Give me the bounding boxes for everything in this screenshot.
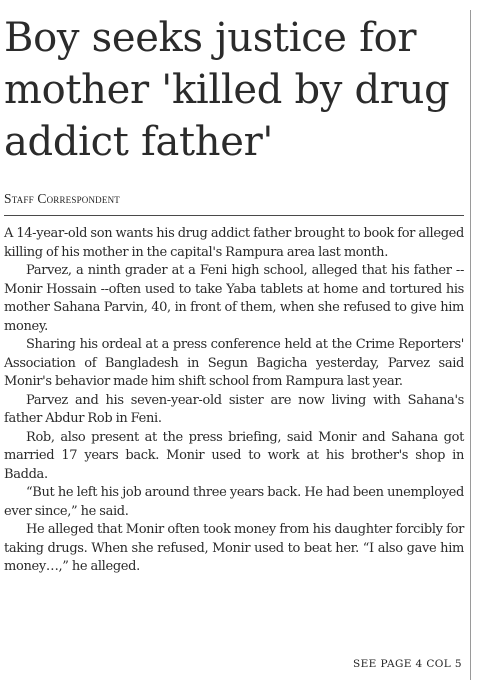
headline: Boy seeks justice for mother 'killed by drug addict father' [4, 15, 450, 165]
paragraph: A 14-year-old son wants his drug addict father brought to book for alleged killing of his mother in the capital's Rampura area last month. [4, 226, 464, 260]
paragraph: He alleged that Monir often took money from his daughter forcibly for taking drugs. When she refused, Monir used to beat her. “I also gave him money…,” he alleged. [4, 522, 464, 574]
paragraph: Parvez, a ninth grader at a Feni high school, alleged that his father -- Monir Hossain --often used to take Yaba tablets at home and tortured his mother Sahana Parvin, 40, in front of them, when she refused to give him money. [4, 263, 464, 334]
continuation-reference: SEE PAGE 4 COL 5 [353, 658, 462, 670]
paragraph: Rob, also present at the press briefing, said Monir and Sahana got married 17 years back. Monir used to work at his brother's shop in Badda. [4, 429, 464, 482]
article-body [4, 225, 464, 577]
paragraph: Parvez and his seven-year-old sister are now living with Sahana's father Abdur Rob in Feni. [4, 392, 464, 426]
byline-divider [4, 215, 464, 216]
column-divider [470, 10, 471, 680]
paragraph: “But he left his job around three years back. He had been unemployed ever since,” he said. [4, 485, 464, 519]
byline: Staff Correspondent [4, 191, 120, 206]
paragraph: Sharing his ordeal at a press conference held at the Crime Reporters' Association of Bangladesh in Segun Bagicha yesterday, Parvez said Monir's behavior made him shift school from Rampura last year. [4, 337, 464, 389]
